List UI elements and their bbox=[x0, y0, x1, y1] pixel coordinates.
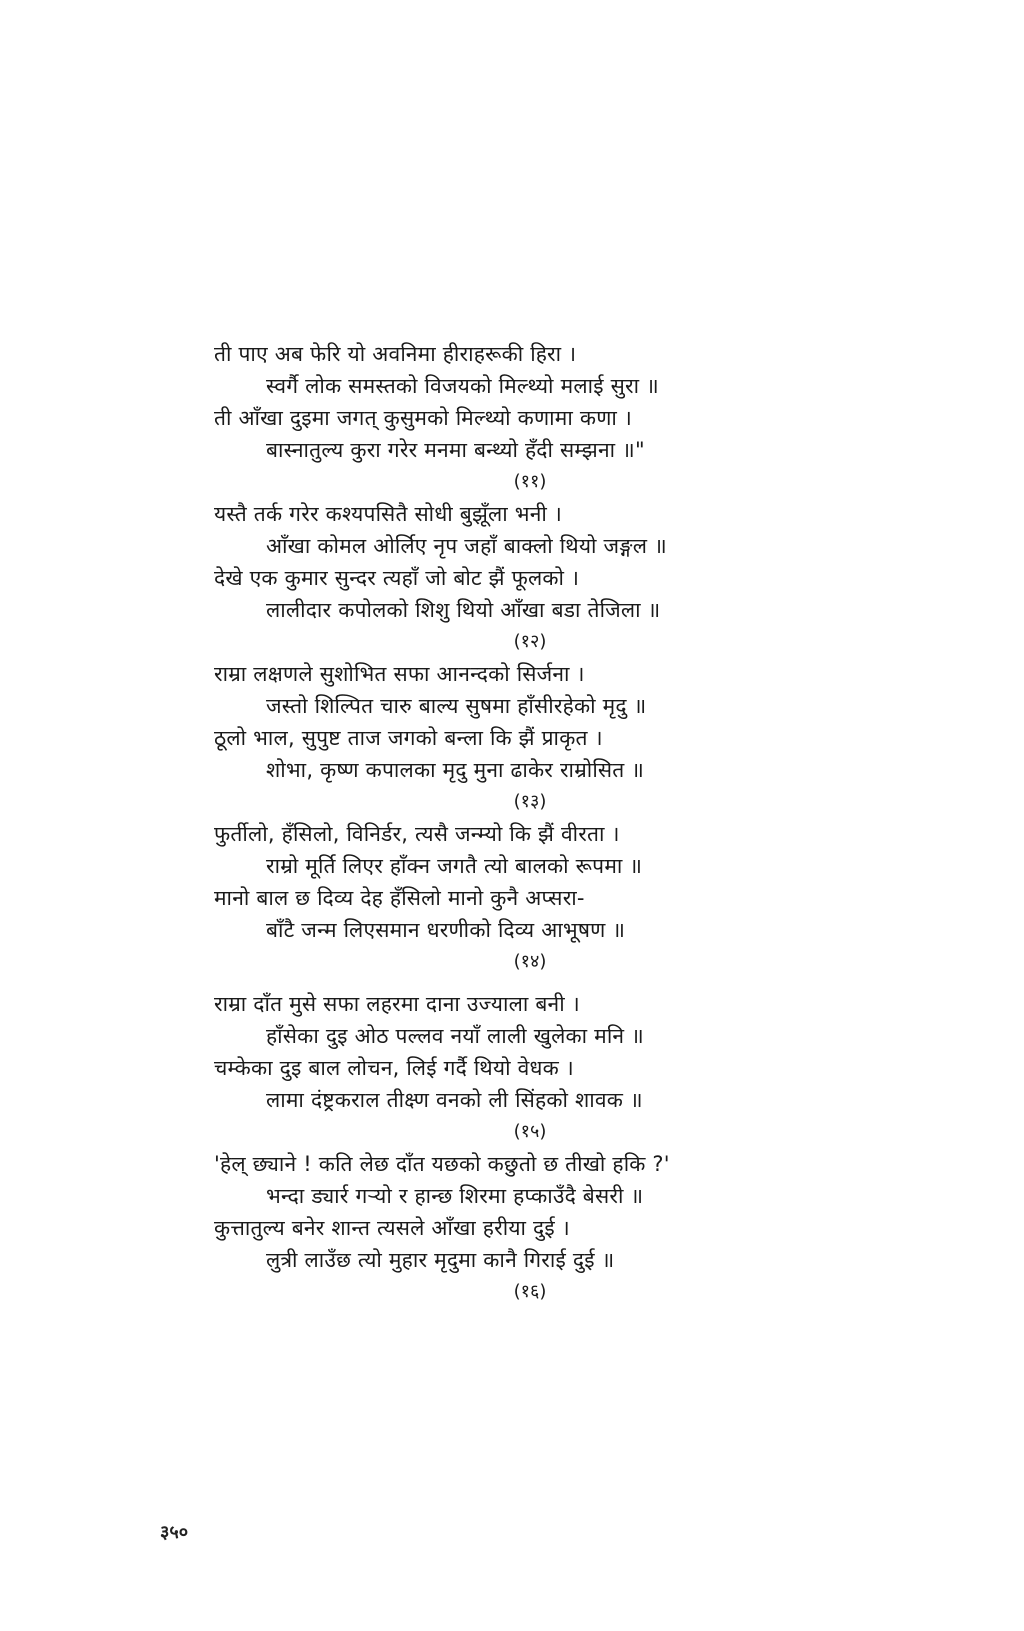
verse-line: हाँसेका दुइ ओठ पल्लव नयाँ लाली खुलेका मनि ॥ bbox=[266, 1024, 644, 1048]
verse-line: लामा दंष्ट्रकराल तीक्ष्ण वनको ली सिंहको शावक ॥ bbox=[266, 1088, 643, 1112]
verse-line: भन्दा ड्यार्र गऱ्यो र हान्छ शिरमा हप्काउँदै बेसरी ॥ bbox=[266, 1184, 644, 1208]
verse-line: लालीदार कपोलको शिशु थियो आँखा बडा तेजिला ॥ bbox=[266, 598, 661, 622]
page-number: ३५० bbox=[160, 1522, 189, 1543]
verse-line: बास्नातुल्य कुरा गरेर मनमा बन्थ्यो हँदी सम्झना ॥" bbox=[266, 438, 645, 462]
verse-line: जस्तो शिल्पित चारु बाल्य सुषमा हाँसीरहेको मृदु ॥ bbox=[266, 694, 647, 718]
verse-line: राम्रा दाँत मुसे सफा लहरमा दाना उज्याला बनी । bbox=[214, 992, 580, 1016]
verse-line: राम्रा लक्षणले सुशोभित सफा आनन्दको सिर्जना । bbox=[214, 662, 585, 686]
stanza-number: (१५) bbox=[513, 1121, 547, 1142]
stanza-number: (११) bbox=[513, 471, 547, 492]
verse-line: कुत्तातुल्य बनेर शान्त त्यसले आँखा हरीया दुई । bbox=[214, 1216, 570, 1240]
verse-line: शोभा, कृष्ण कपालका मृदु मुना ढाकेर राम्रोसित ॥ bbox=[266, 758, 645, 782]
verse-line: यस्तै तर्क गरेर कश्यपसितै सोधी बुझूँला भनी । bbox=[214, 502, 563, 526]
verse-line: मानो बाल छ दिव्य देह हँसिलो मानो कुनै अप्सरा- bbox=[214, 886, 585, 910]
stanza-15 bbox=[214, 988, 826, 1148]
stanza-number: (१४) bbox=[513, 951, 547, 972]
verse-line: देखे एक कुमार सुन्दर त्यहाँ जो बोट झैं फूलको । bbox=[214, 566, 580, 590]
stanza-16 bbox=[214, 1148, 826, 1308]
stanza-12 bbox=[214, 498, 826, 658]
verse-line: फुर्तीलो, हँसिलो, विनिर्डर, त्यसै जन्म्यो कि झैं वीरता । bbox=[214, 822, 620, 846]
verse-line: आँखा कोमल ओर्लिए नृप जहाँ बाक्लो थियो जङ्गल ॥ bbox=[266, 534, 667, 558]
verse-line: ती आँखा दुइमा जगत् कुसुमको मिल्थ्यो कणामा कणा । bbox=[214, 406, 633, 430]
stanza-11 bbox=[214, 338, 826, 498]
stanza-number: (१३) bbox=[513, 791, 547, 812]
verse-line: चम्केका दुइ बाल लोचन, लिई गर्दै थियो वेधक । bbox=[214, 1056, 574, 1080]
poem-body bbox=[214, 338, 826, 1308]
verse-line: 'हेल् छ्याने ! कति लेछ दाँत यछको कछुतो छ तीखो हकि ?' bbox=[214, 1152, 670, 1176]
stanza-number: (१२) bbox=[513, 631, 547, 652]
spacer bbox=[214, 978, 826, 988]
verse-line: बाँटै जन्म लिएसमान धरणीको दिव्य आभूषण ॥ bbox=[266, 918, 626, 942]
stanza-number: (१६) bbox=[513, 1281, 547, 1302]
verse-line: ठूलो भाल, सुपुष्ट ताज जगको बन्ला कि झैं प्राकृत । bbox=[214, 726, 603, 750]
stanza-13 bbox=[214, 658, 826, 818]
verse-line: ती पाए अब फेरि यो अवनिमा हीराहरूकी हिरा । bbox=[214, 342, 577, 366]
stanza-14 bbox=[214, 818, 826, 978]
verse-line: स्वर्गै लोक समस्तको विजयको मिल्थ्यो मलाई सुरा ॥ bbox=[266, 374, 659, 398]
verse-line: लुत्री लाउँछ त्यो मुहार मृदुमा कानै गिराई दुई ॥ bbox=[266, 1248, 615, 1272]
verse-line: राम्रो मूर्ति लिएर हाँक्न जगतै त्यो बालको रूपमा ॥ bbox=[266, 854, 643, 878]
